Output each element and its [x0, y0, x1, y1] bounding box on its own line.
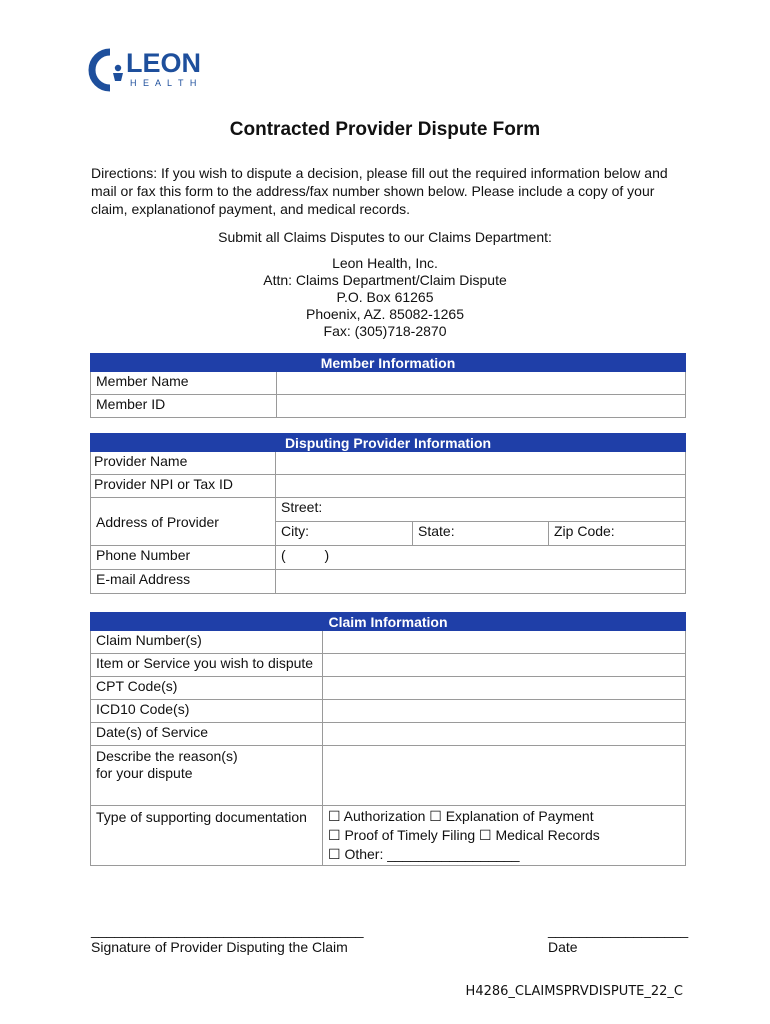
date-label: Date	[548, 939, 578, 955]
address-line-1: Leon Health, Inc.	[332, 255, 438, 271]
icd10-code-field[interactable]	[323, 700, 686, 723]
logo-subtext: H E A L T H	[130, 78, 199, 88]
provider-npi-field[interactable]	[276, 475, 686, 498]
address-line-2: Attn: Claims Department/Claim Dispute	[263, 272, 507, 288]
service-dates-label: Date(s) of Service	[91, 723, 323, 746]
phone-label: Phone Number	[91, 546, 276, 570]
address-line-4: Phoenix, AZ. 85082-1265	[305, 306, 464, 322]
mailing-address	[0, 255, 770, 340]
provider-address-label: Address of Provider	[91, 498, 276, 546]
claim-number-field[interactable]	[323, 631, 686, 654]
doc-option-filing-records[interactable]: ☐ Proof of Timely Filing ☐ Medical Records	[328, 827, 600, 843]
claim-info-table	[90, 612, 686, 866]
email-field[interactable]	[276, 570, 686, 594]
member-info-header: Member Information	[91, 354, 686, 372]
icd10-code-label: ICD10 Code(s)	[91, 700, 323, 723]
dispute-reason-field[interactable]	[323, 746, 686, 806]
member-info-table	[90, 353, 686, 418]
address-line-3: P.O. Box 61265	[336, 289, 434, 305]
dispute-reason-line-2: for your dispute	[96, 765, 193, 781]
zip-field[interactable]: Zip Code:	[549, 522, 686, 546]
signature-label: Signature of Provider Disputing the Claim	[91, 939, 348, 955]
city-field[interactable]: City:	[276, 522, 413, 546]
page-title: Contracted Provider Dispute Form	[229, 119, 541, 140]
service-dates-field[interactable]	[323, 723, 686, 746]
date-line[interactable]: __________________	[548, 922, 689, 938]
address-line-5: Fax: (305)718-2870	[323, 323, 447, 339]
member-id-label: Member ID	[91, 395, 277, 418]
dispute-reason-label	[91, 746, 323, 806]
logo-wordmark: LEON	[126, 48, 202, 78]
claim-info-header: Claim Information	[91, 613, 686, 631]
cpt-code-field[interactable]	[323, 677, 686, 700]
street-field[interactable]: Street:	[276, 498, 686, 522]
directions-text: Directions: If you wish to dispute a decision, please fill out the required information below and mail or fax this form to the address/fax number shown below. Please include a copy of your claim, explanationof payment, and medical records.	[91, 165, 668, 217]
cpt-code-label: CPT Code(s)	[91, 677, 323, 700]
documentation-options	[323, 806, 686, 866]
item-service-label: Item or Service you wish to dispute	[91, 654, 323, 677]
form-code: H4286_CLAIMSPRVDISPUTE_22_C	[465, 984, 683, 999]
member-name-field[interactable]	[277, 372, 686, 395]
email-label: E-mail Address	[91, 570, 276, 594]
submit-instructions: Submit all Claims Disputes to our Claims Department:	[218, 229, 552, 245]
dispute-reason-line-1: Describe the reason(s)	[96, 748, 238, 764]
provider-name-field[interactable]	[276, 452, 686, 475]
member-name-label: Member Name	[91, 372, 277, 395]
provider-npi-label: Provider NPI or Tax ID	[91, 475, 276, 498]
documentation-type-label: Type of supporting documentation	[91, 806, 323, 866]
doc-option-auth-eop[interactable]: ☐ Authorization ☐ Explanation of Payment	[328, 808, 594, 824]
provider-info-header: Disputing Provider Information	[91, 434, 686, 452]
member-id-field[interactable]	[277, 395, 686, 418]
phone-field[interactable]: ( )	[276, 546, 686, 570]
provider-info-table	[90, 433, 686, 594]
signature-line[interactable]: ___________________________________	[91, 922, 364, 938]
provider-name-label: Provider Name	[91, 452, 276, 475]
leon-health-logo	[88, 48, 228, 92]
item-service-field[interactable]	[323, 654, 686, 677]
claim-number-label: Claim Number(s)	[91, 631, 323, 654]
doc-option-other[interactable]: ☐ Other: _________________	[328, 846, 520, 862]
state-field[interactable]: State:	[413, 522, 549, 546]
